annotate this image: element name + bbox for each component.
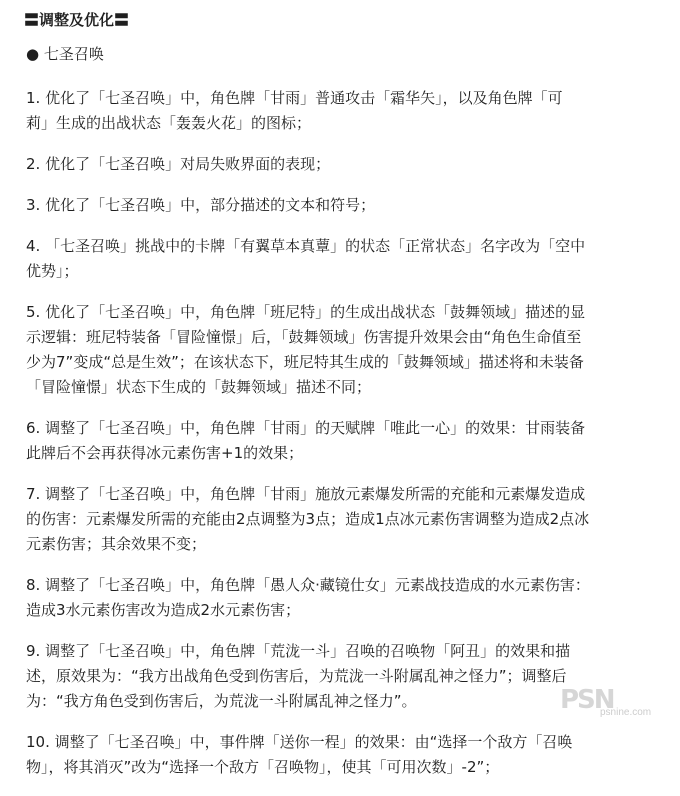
change-item-line: 造成3水元素伤害改为造成2水元素伤害； [26, 601, 301, 619]
change-item-line: 此牌后不会再获得冰元素伤害+1的效果； [26, 444, 304, 462]
patch-notes-document [26, 10, 666, 796]
subsection-title: ● 七圣召唤 [26, 45, 104, 63]
change-item-line: 2. 优化了「七圣召唤」对局失败界面的表现； [26, 155, 331, 173]
watermark-logo: PSN [560, 685, 614, 715]
change-item-line: 1. 优化了「七圣召唤」中，角色牌「甘雨」普通攻击「霜华矢」，以及角色牌「可 [26, 89, 563, 107]
change-item-line: 示逻辑：班尼特装备「冒险憧憬」后，「鼓舞领域」伤害提升效果会由“角色生命值至 [26, 328, 582, 346]
change-item-line: 4. 「七圣召唤」挑战中的卡牌「有翼草本真蕈」的状态「正常状态」名字改为「空中 [26, 237, 586, 255]
watermark-url: psnine.com [600, 707, 652, 718]
change-item [26, 234, 666, 284]
change-item-line: 10. 调整了「七圣召唤」中，事件牌「送你一程」的效果：由“选择一个敌方「召唤 [26, 733, 573, 751]
change-item-line: 元素伤害；其余效果不变； [26, 535, 207, 553]
change-item [26, 482, 666, 557]
change-item-line: 为：“我方角色受到伤害后，为荒泷一斗附属乱神之怪力”。 [26, 692, 417, 710]
change-item [26, 730, 666, 780]
change-list [26, 86, 666, 780]
change-item [26, 193, 666, 218]
site-watermark [560, 683, 670, 723]
section-heading: 〓调整及优化〓 [24, 11, 130, 29]
change-item-line: 「冒险憧憬」状态下生成的「鼓舞领域」描述不同； [26, 378, 372, 396]
change-item-line: 7. 调整了「七圣召唤」中，角色牌「甘雨」施放元素爆发所需的充能和元素爆发造成 [26, 485, 586, 503]
change-item-line: 5. 优化了「七圣召唤」中，角色牌「班尼特」的生成出战状态「鼓舞领域」描述的显 [26, 303, 586, 321]
change-item-line: 述，原效果为：“我方出战角色受到伤害后，为荒泷一斗附属乱神之怪力”；调整后 [26, 667, 567, 685]
change-item-line: 6. 调整了「七圣召唤」中，角色牌「甘雨」的天赋牌「唯此一心」的效果：甘雨装备 [26, 419, 586, 437]
change-item [26, 300, 666, 400]
change-item [26, 86, 666, 136]
change-item-line: 物」，将其消灭”改为“选择一个敌方「召唤物」，使其「可用次数」-2”； [26, 758, 500, 776]
change-item-line: 8. 调整了「七圣召唤」中，角色牌「愚人众·藏镜仕女」元素战技造成的水元素伤害： [26, 576, 590, 594]
change-item-line: 3. 优化了「七圣召唤」中，部分描述的文本和符号； [26, 196, 376, 214]
change-item-line: 少为7”变成“总是生效”；在该状态下，班尼特其生成的「鼓舞领域」描述将和未装备 [26, 353, 584, 371]
change-item [26, 416, 666, 466]
change-item-line: 9. 调整了「七圣召唤」中，角色牌「荒泷一斗」召唤的召唤物「阿丑」的效果和描 [26, 642, 571, 660]
change-item-line: 莉」生成的出战状态「轰轰火花」的图标； [26, 114, 312, 132]
change-item [26, 573, 666, 623]
change-item-line: 优势」； [26, 262, 79, 280]
change-item-line: 的伤害：元素爆发所需的充能由2点调整为3点；造成1点冰元素伤害调整为造成2点冰 [26, 510, 590, 528]
change-item [26, 152, 666, 177]
